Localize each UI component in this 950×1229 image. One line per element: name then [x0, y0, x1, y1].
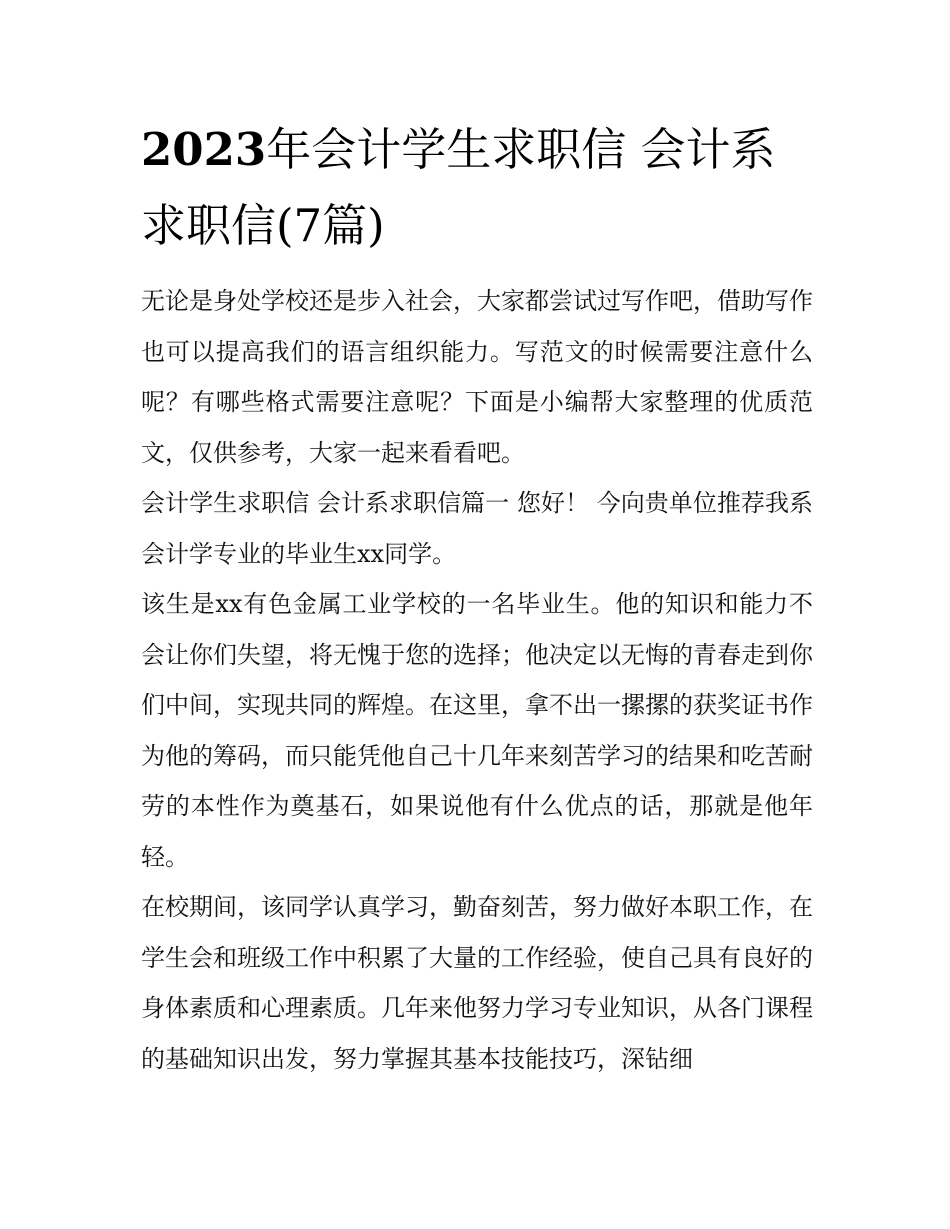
title-year: 2023: [141, 123, 267, 176]
document-body: [141, 112, 813, 1084]
title-text: 年会计学生求职信 会计系求职信(7篇): [141, 123, 776, 252]
document-title: [141, 112, 813, 264]
paragraph-background: 该生是xx有色金属工业学校的一名毕业生。他的知识和能力不会让你们失望，将无愧于您的选择；他决定以无悔的青春走到你们中间，实现共同的辉煌。在这里，拿不出一摞摞的获奖证书作为他的筹码，而只能凭他自己十几年来刻苦学习的结果和吃苦耐劳的本性作为奠基石，如果说他有什么优点的话，那就是他年轻。: [141, 590, 813, 871]
paragraph-greeting: 会计学生求职信 会计系求职信篇一 您好！ 今向贵单位推荐我系会计学专业的毕业生xx同学。: [141, 489, 813, 568]
paragraph-intro: 无论是身处学校还是步入社会，大家都尝试过写作吧，借助写作也可以提高我们的语言组织能力。写范文的时候需要注意什么呢？有哪些格式需要注意呢？下面是小编帮大家整理的优质范文，仅供参考，大家一起来看看吧。: [141, 287, 813, 467]
paragraph-school-period: 在校期间，该同学认真学习，勤奋刻苦，努力做好本职工作，在学生会和班级工作中积累了大量的工作经验，使自己具有良好的身体素质和心理素质。几年来他努力学习专业知识，从各门课程的基础知识出发，努力掌握其基本技能技巧，深钻细: [141, 893, 813, 1073]
